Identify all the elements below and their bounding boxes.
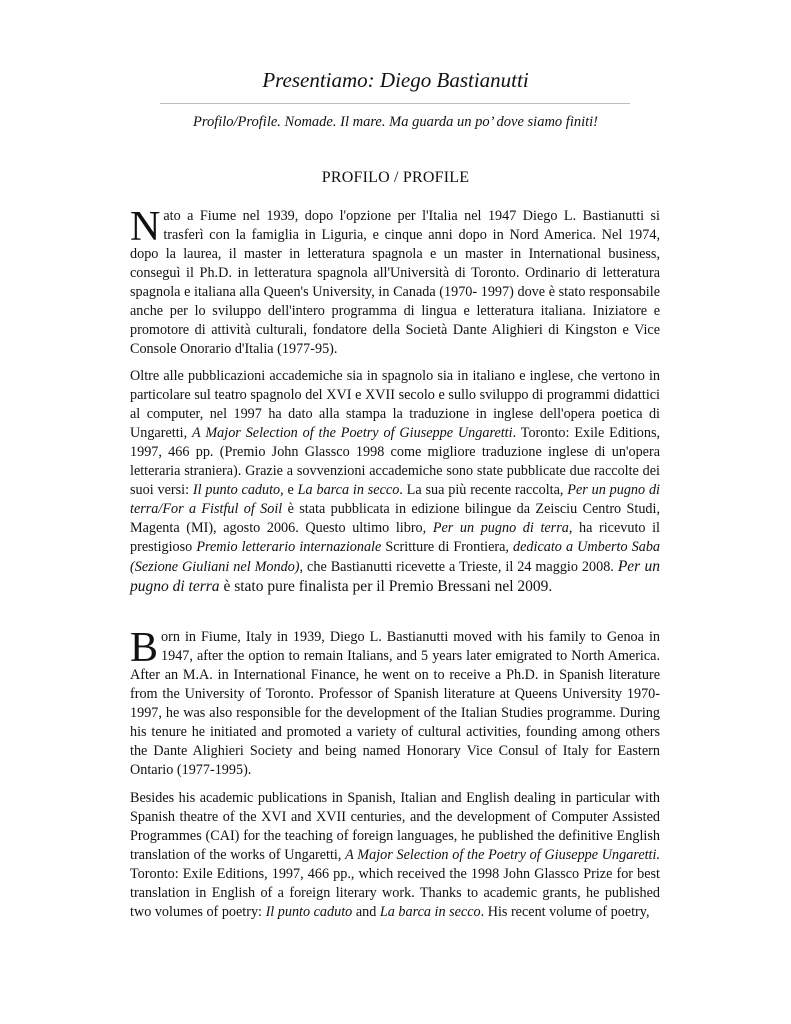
text-run: è stato pure finalista per il Premio Bressani nel 2009. [219,578,553,595]
italic-title: Il punto caduto [192,482,281,498]
italic-title: Il punto caduto [265,904,353,920]
english-paragraph-2 [130,789,660,922]
page-subtitle: Profilo/Profile. Nomade. Il mare. Ma guarda un po’ dove siamo finiti! [192,114,599,130]
italic-title: Per un pugno di terra/For a Fistful of Soil [130,482,660,517]
paragraph-text: orn in Fiume, Italy in 1939, Diego L. Bastianutti moved with his family to Genoa in 1947, after the option to remain Italians, and 5 years later emigrated to North America. After an M.A. in International Finance, he went on to receive a Ph.D. in Spanish literature from the University of Toronto. Professor of Spanish literature at Queens University 1970-1997, he was also responsible for the development of the Italian Studies programme. During his tenure he initiated and promoted a variety of cultural activities, founding among others the Dante Alighieri Society and being named Honorary Vice Consul of Italy for Eastern Ontario (1977-1995). [130,629,660,778]
text-run: , e [280,482,298,498]
italic-title: , dedicato a Umberto Saba (Sezione Giuliani nel Mondo), [130,539,661,575]
italian-paragraph-1 [130,204,660,359]
italic-title: Premio letterario internazionale [196,539,382,555]
english-paragraph-1 [130,625,660,780]
text-run: Scritture di Frontiera [381,539,506,555]
italic-title: , Per un pugno di terra, [422,520,573,536]
italic-title: Per un pugno di terra [130,558,660,595]
dropcap-letter: N [130,204,161,250]
text-run: è stata pubblicata in edizione bilingue da Zeisciu Centro Studi, Magenta (MI), agosto 2006. Questo ultimo libro [130,501,660,536]
dropcap-letter: B [130,625,159,671]
text-run: Oltre alle pubblicazioni accademiche sia in spagnolo sia in italiano e inglese, che vertono in particolare sul teatro spagnolo del XVI e XVII secolo e sullo sviluppo di programmi didattici al computer, nel 1997 ha dato alla stampa la traduzione in inglese dell'opera poetica di Ungaretti, [130,368,660,441]
text-run: ha ricevuto il prestigioso [130,520,660,555]
text-run: and [352,904,380,920]
text-run: . Toronto: Exile Editions, 1997, 466 pp. (Premio John Glassco 1998 come migliore traduzione inglese di un'opera letteraria straniera). Grazie a sovvenzioni accademiche sono state pubblicate due raccolte dei suoi versi: [130,425,661,498]
text-run: . His recent volume of poetry, [480,904,650,920]
text-run: che Bastianutti ricevette a Trieste, il 24 maggio 2008. [303,559,618,575]
italian-paragraph-2 [130,367,660,597]
page-title: Presentiamo: Diego Bastianutti [262,68,529,92]
text-run: . La sua più recente raccolta, [399,482,568,498]
italic-title: La barca in secco [379,904,481,920]
text-run: Toronto: Exile Editions, 1997, 466 pp., which received the 1998 John Glassco Prize for best translation in English of a foreign literary work. Thanks to academic grants, he published two volumes of poetry: [130,866,660,920]
italic-title: A Major Selection of the Poetry of Giuseppe Ungaretti. [345,847,660,863]
italic-title: A Major Selection of the Poetry of Giuseppe Ungaretti [192,425,513,441]
text-run: Besides his academic publications in Spanish, Italian and English dealing in particular with Spanish theatre of the XVI and XVII centuries, and the development of Computer Assisted Programmes (CAI) for the teaching of foreign languages, he published the definitive English translation of the works of Ungaretti, [130,790,660,863]
paragraph-text: ato a Fiume nel 1939, dopo l'opzione per l'Italia nel 1947 Diego L. Bastianutti si trasferì con la famiglia in Liguria, e cinque anni dopo in Nord America. Nel 1974, dopo la laurea, il master in letteratura spagnola e un master in International business, conseguì il Ph.D. in letteratura spagnola all'Università di Toronto. Ordinario di letteratura spagnola e italiana alla Queen's University, in Canada (1970- 1997) dove è stato responsabile anche per lo sviluppo dell'intero programma di lingua e letteratura italiana. Iniziatore e promotore di attività culturali, fondatore della Società Dante Alighieri di Kingston e Vice Console Onorario d'Italia (1977-95). [130,208,660,357]
title-divider [160,103,630,104]
italic-title: La barca in secco [297,482,400,498]
section-heading: PROFILO / PROFILE [321,169,470,186]
